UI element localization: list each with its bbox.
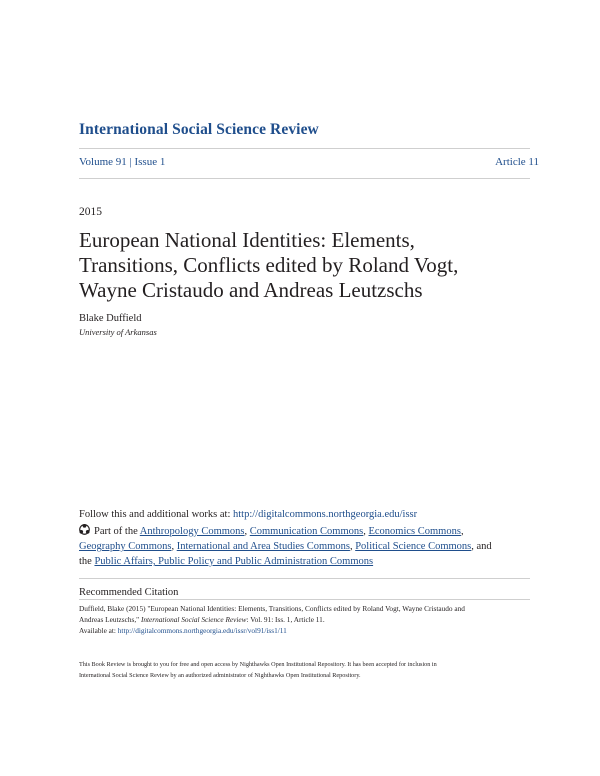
author-affiliation: University of Arkansas — [79, 327, 157, 337]
issue-line — [79, 156, 539, 168]
follow-link[interactable]: http://digitalcommons.northgeorgia.edu/issr — [233, 509, 418, 520]
citation-line — [79, 625, 534, 636]
citation-line: Duffield, Blake (2015) "European National Identities: Elements, Transitions, Conflicts edited by Roland Vogt, Wayne Cristaudo and — [79, 604, 465, 613]
issue-separator: | — [126, 156, 135, 168]
citation-line — [79, 614, 534, 625]
comma: , — [171, 541, 177, 552]
repository-footer — [79, 660, 539, 681]
divider-top — [79, 148, 530, 149]
commons-link-economics[interactable]: Economics Commons — [368, 526, 461, 537]
title-line: European National Identities: Elements, — [79, 228, 415, 252]
citation-block — [79, 603, 534, 636]
comma: , — [460, 526, 464, 537]
title-line: Transitions, Conflicts edited by Roland Vogt, — [79, 253, 459, 277]
commons-link-anthropology[interactable]: Anthropology Commons — [139, 526, 245, 537]
commons-link-communication[interactable]: Communication Commons — [249, 526, 364, 537]
follow-text: Follow this and additional works at: — [79, 509, 233, 520]
journal-title[interactable]: International Social Science Review — [79, 121, 319, 138]
citation-journal: International Social Science Review — [140, 615, 247, 624]
commons-link-geography[interactable]: Geography Commons — [79, 541, 172, 552]
footer-line: This Book Review is brought to you for free and open access by Nighthawks Open Institutional Repository. It has been accepted for inclusion in — [79, 661, 437, 668]
author-name: Blake Duffield — [79, 313, 142, 324]
comma: , — [244, 526, 250, 537]
article-number[interactable]: Article 11 — [495, 156, 539, 168]
recommended-citation-heading: Recommended Citation — [79, 587, 179, 598]
title-line: Wayne Cristaudo and Andreas Leutzschs — [79, 278, 423, 302]
comma: , — [349, 541, 356, 552]
divider-citation-top — [79, 578, 530, 579]
follow-line — [79, 509, 417, 520]
part-of-commons — [79, 524, 529, 569]
publication-year: 2015 — [79, 206, 102, 218]
available-link[interactable]: http://digitalcommons.northgeorgia.edu/issr/vol91/iss1/11 — [117, 626, 287, 635]
commons-link-international-area-studies[interactable]: International and Area Studies Commons — [176, 541, 350, 552]
commons-link-public-affairs[interactable]: Public Affairs, Public Policy and Public Administration Commons — [94, 556, 374, 567]
citation-text: : Vol. 91: Iss. 1, Article 11. — [246, 615, 325, 624]
network-icon — [79, 524, 90, 535]
footer-line: International Social Science Review by an authorized administrator of Nighthawks Open Institutional Repository. — [79, 671, 361, 679]
and-text: , and — [471, 541, 492, 552]
part-of-prefix: Part of the — [94, 526, 140, 537]
available-label: Available at: — [79, 626, 118, 635]
the-text: the — [79, 556, 95, 567]
citation-text: Andreas Leutzschs," — [79, 615, 141, 624]
divider-citation-bottom — [79, 599, 530, 600]
comma: , — [363, 526, 369, 537]
commons-link-political-science[interactable]: Political Science Commons — [355, 541, 472, 552]
volume-link[interactable]: Volume 91 — [79, 156, 127, 168]
divider-bottom — [79, 178, 530, 179]
issue-link[interactable]: Issue 1 — [134, 156, 166, 168]
article-title — [79, 228, 519, 303]
